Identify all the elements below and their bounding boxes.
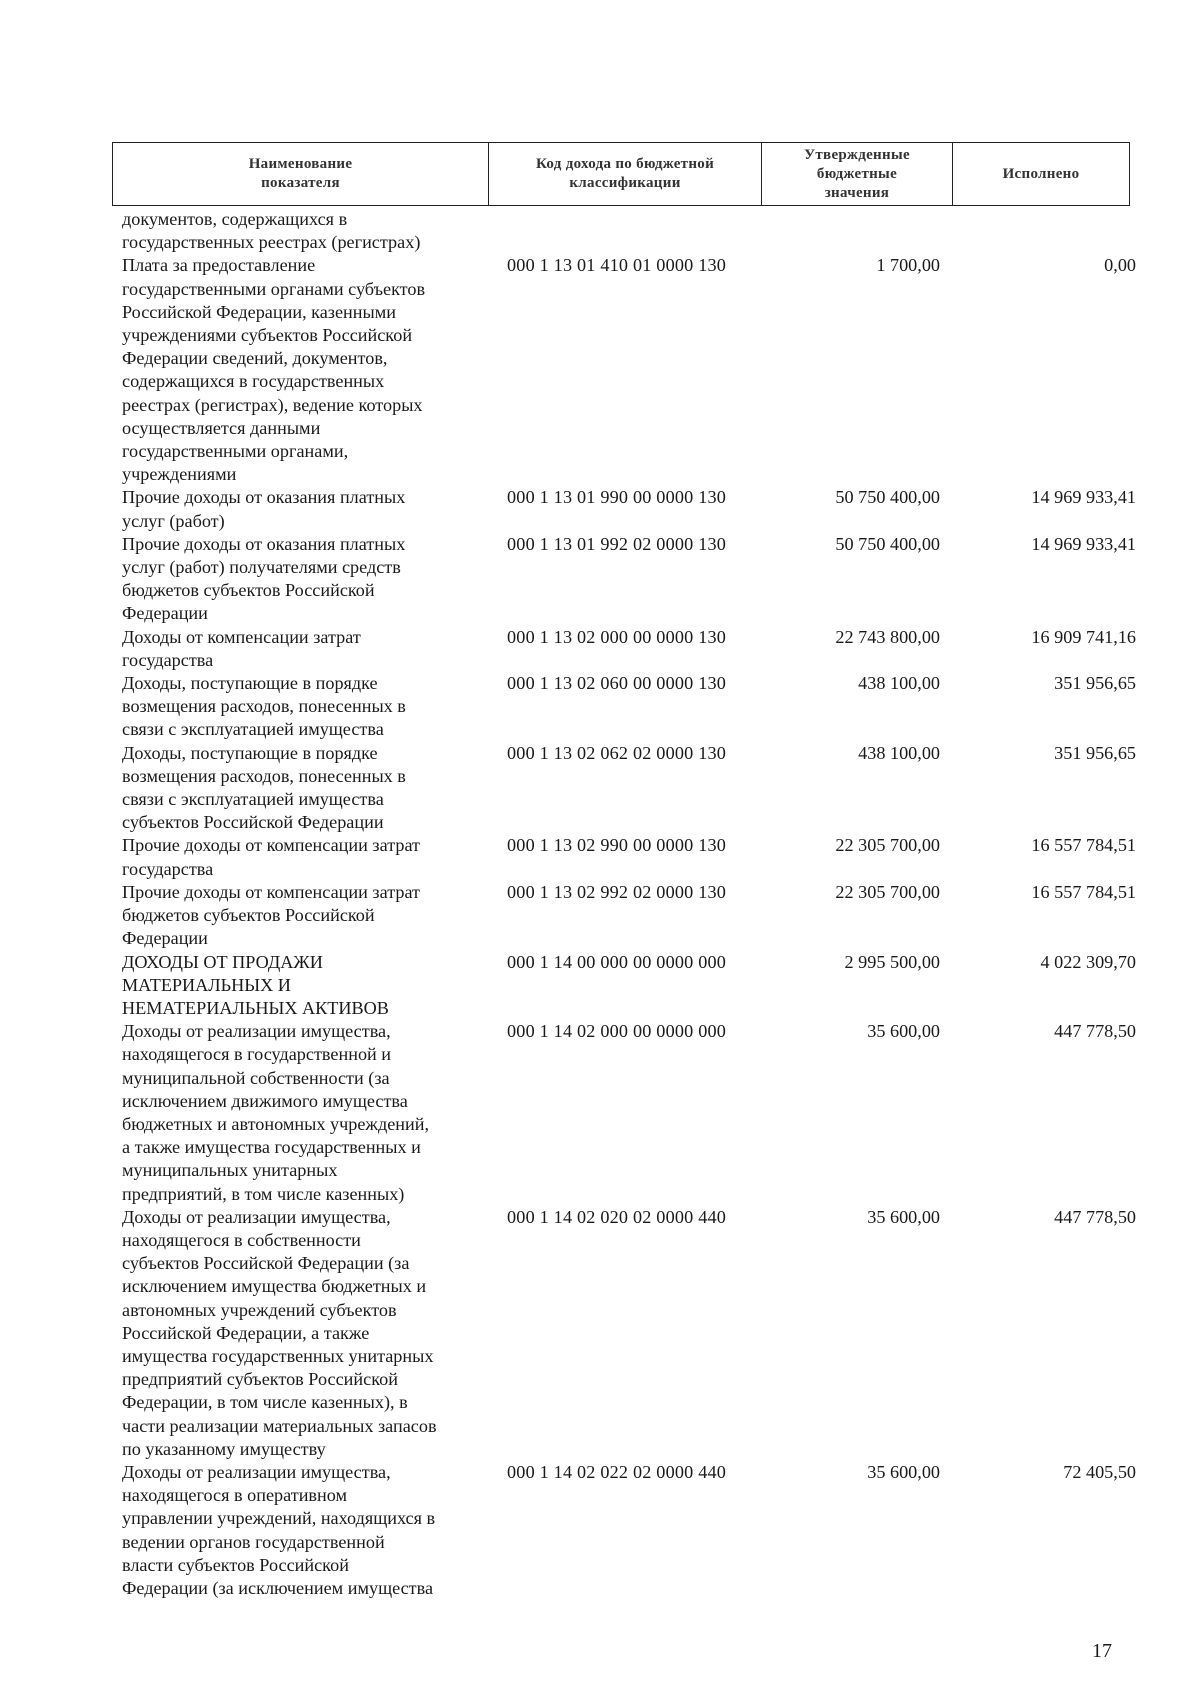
row-name: Доходы от реализации имущества, находящегося в оперативном управлении учреждений, находящихся в ведении органов государственной власти субъектов Российской Федерации (за исключением имущества [122, 1461, 436, 1598]
row-code: 000 1 13 01 992 02 0000 130 [507, 533, 727, 554]
table-row [122, 626, 1136, 672]
table-row [122, 672, 1136, 742]
table-body [122, 208, 1136, 1600]
row-approved: 50 750 400,00 [835, 487, 940, 508]
row-executed: 14 969 933,41 [1031, 487, 1136, 508]
table-row [122, 1020, 1136, 1206]
row-executed: 16 557 784,51 [1031, 881, 1136, 902]
table-row [122, 486, 1136, 532]
row-name: Прочие доходы от компенсации затрат государства [122, 835, 421, 879]
row-executed: 16 909 741,16 [1031, 626, 1136, 647]
header-name-cell [113, 143, 489, 205]
table-row [122, 881, 1136, 951]
row-executed: 447 778,50 [1054, 1206, 1136, 1227]
table-row [122, 254, 1136, 486]
row-code: 000 1 13 02 992 02 0000 130 [507, 881, 727, 902]
row-approved: 438 100,00 [858, 673, 940, 694]
row-approved: 2 995 500,00 [844, 951, 940, 972]
row-approved: 50 750 400,00 [835, 533, 940, 554]
table-row [122, 208, 1130, 254]
row-code: 000 1 13 02 990 00 0000 130 [507, 835, 727, 856]
table-row [122, 533, 1136, 626]
row-name: ДОХОДЫ ОТ ПРОДАЖИ МАТЕРИАЛЬНЫХ И НЕМАТЕРИАЛЬНЫХ АКТИВОВ [122, 951, 389, 1018]
row-code: 000 1 14 02 000 00 0000 000 [507, 1021, 727, 1042]
header-executed-cell [953, 143, 1129, 205]
row-name: Доходы, поступающие в порядке возмещения расходов, понесенных в связи с эксплуатацией имущества [122, 673, 406, 740]
row-executed: 72 405,50 [1063, 1461, 1136, 1482]
row-name: Прочие доходы от оказания платных услуг (работ) [122, 487, 406, 531]
table-row [122, 951, 1136, 1021]
row-approved: 438 100,00 [858, 742, 940, 763]
row-approved: 22 743 800,00 [835, 626, 940, 647]
table-row [122, 834, 1136, 880]
row-executed: 447 778,50 [1054, 1021, 1136, 1042]
row-code: 000 1 13 02 060 00 0000 130 [507, 673, 727, 694]
row-code: 000 1 14 00 000 00 0000 000 [507, 951, 727, 972]
row-code: 000 1 14 02 022 02 0000 440 [507, 1461, 727, 1482]
row-executed: 16 557 784,51 [1031, 835, 1136, 856]
row-approved: 35 600,00 [867, 1461, 940, 1482]
row-name: Плата за предоставление государственными органами субъектов Российской Федерации, казенными учреждениями субъектов Российской Федерации сведений, документов, содержащихся в государственных реестрах (регистрах), ведение которых осуществляется данными государственными органами, учреждениями [122, 255, 426, 485]
header-code-label: Код дохода по бюджетной классификации [535, 156, 715, 191]
row-code: 000 1 13 01 410 01 0000 130 [507, 255, 727, 276]
row-code: 000 1 13 02 062 02 0000 130 [507, 742, 727, 763]
row-name: Доходы от реализации имущества, находящегося в государственной и муниципальной собственности (за исключением движимого имущества бюджетных и автономных учреждений, а также имущества государственных и муниципальных унитарных предприятий, в том числе казенных) [122, 1021, 430, 1204]
row-approved: 35 600,00 [867, 1206, 940, 1227]
table-row [122, 1461, 1136, 1600]
page-number: 17 [1092, 1640, 1112, 1662]
table-header [112, 142, 1130, 206]
header-name-label: Наименование показателя [248, 156, 353, 191]
row-executed: 351 956,65 [1054, 673, 1136, 694]
row-approved: 1 700,00 [876, 255, 940, 276]
header-approved-label: Утвержденные бюджетные значения [804, 146, 910, 201]
table-row [122, 1206, 1136, 1461]
row-name: Прочие доходы от компенсации затрат бюджетов субъектов Российской Федерации [122, 881, 421, 949]
row-approved: 35 600,00 [867, 1021, 940, 1042]
header-code-cell [489, 143, 762, 205]
header-approved-cell [762, 143, 953, 205]
row-name: Прочие доходы от оказания платных услуг (работ) получателями средств бюджетов субъектов Российской Федерации [122, 533, 406, 624]
row-name: Доходы от реализации имущества, находящегося в собственности субъектов Российской Федерации (за исключением имущества бюджетных и автономных учреждений субъектов Российской Федерации, а также имущества государственных унитарных предприятий субъектов Российской Федерации, в том числе казенных), в части реализации материальных запасов по указанному имуществу [122, 1206, 437, 1459]
row-executed: 0,00 [1104, 255, 1136, 276]
row-name: Доходы от компенсации затрат государства [122, 626, 361, 670]
row-code: 000 1 13 02 000 00 0000 130 [507, 626, 727, 647]
row-code: 000 1 13 01 990 00 0000 130 [507, 487, 727, 508]
row-approved: 22 305 700,00 [835, 835, 940, 856]
table-row [122, 742, 1136, 835]
row-code: 000 1 14 02 020 02 0000 440 [507, 1206, 727, 1227]
row-name: документов, содержащихся в государственных реестрах (регистрах) [122, 209, 421, 253]
row-name: Доходы, поступающие в порядке возмещения расходов, понесенных в связи с эксплуатацией имущества субъектов Российской Федерации [122, 742, 406, 833]
row-executed: 351 956,65 [1054, 742, 1136, 763]
header-executed-label: Исполнено [1002, 165, 1080, 182]
row-executed: 4 022 309,70 [1040, 951, 1136, 972]
row-approved: 22 305 700,00 [835, 881, 940, 902]
row-executed: 14 969 933,41 [1031, 533, 1136, 554]
